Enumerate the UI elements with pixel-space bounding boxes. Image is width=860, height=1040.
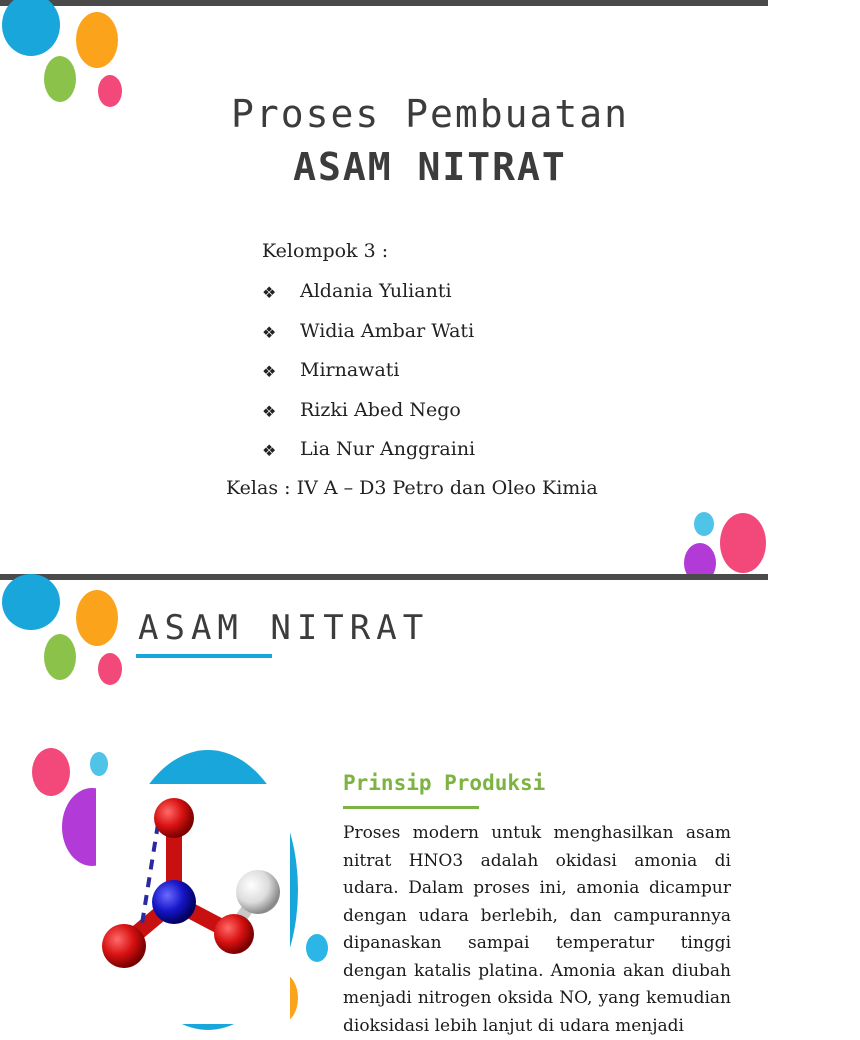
decor-circle-blue-small <box>694 512 714 536</box>
member-name: Widia Ambar Wati <box>300 319 475 342</box>
decor-circle-cyan <box>306 934 328 962</box>
decor-circle-pink <box>98 653 122 685</box>
body-paragraph: Proses modern untuk menghasilkan asam nitrat HNO3 adalah okidasi amonia di udara. Dalam proses ini, amonia dicampur dengan udara berlebih, dan campurannya dipanaskan sampai temperatur tinggi dengan katalis platina. Amonia akan diubah menjadi nitrogen oksida NO, yang kemudian dioksidasi lebih lanjut di udara menjadi <box>343 823 731 1036</box>
hydrogen-atom <box>236 870 280 914</box>
slide-top-bar <box>0 0 768 6</box>
diamond-bullet-icon: ❖ <box>262 441 277 460</box>
decor-circle-pink-large <box>720 513 766 573</box>
oxygen-atom <box>102 924 146 968</box>
slide-title: ASAM NITRAT <box>138 608 430 648</box>
diamond-bullet-icon: ❖ <box>262 401 277 421</box>
title-line-1: Proses Pembuatan <box>230 92 630 136</box>
list-item <box>262 359 475 399</box>
diamond-bullet-icon: ❖ <box>262 283 277 302</box>
class-label: Kelas : IV A – D3 Petro dan Oleo Kimia <box>226 477 598 499</box>
hno3-molecule-illustration <box>96 784 290 1024</box>
title-slide <box>0 0 768 574</box>
member-list <box>262 280 475 478</box>
list-item <box>262 399 475 439</box>
section-heading-underline <box>343 806 479 809</box>
title-line-2: ASAM NITRAT <box>293 145 567 189</box>
list-item <box>262 280 475 320</box>
oxygen-atom <box>154 798 194 838</box>
decor-circle-blue <box>2 574 60 630</box>
diamond-bullet-icon: ❖ <box>262 322 277 342</box>
decor-circle-orange <box>76 590 118 646</box>
decor-circle-pink <box>32 748 70 796</box>
decor-circle-orange <box>76 12 118 68</box>
molecule-image-frame <box>96 784 290 1024</box>
decor-circle-blue-small <box>90 752 108 776</box>
decor-circle-blue <box>2 0 60 56</box>
nitrogen-atom <box>152 880 196 924</box>
content-slide <box>0 574 768 1036</box>
title-underline <box>136 654 272 658</box>
member-name: Mirnawati <box>300 359 400 381</box>
section-heading: Prinsip Produksi <box>343 771 546 795</box>
list-item <box>262 320 475 360</box>
decor-circle-green <box>44 634 76 680</box>
list-item <box>262 438 475 478</box>
oxygen-atom <box>214 914 254 954</box>
diamond-bullet-icon: ❖ <box>262 362 277 381</box>
slide-top-bar <box>0 574 768 580</box>
member-name: Rizki Abed Nego <box>300 398 461 421</box>
group-label: Kelompok 3 : <box>262 240 389 262</box>
member-name: Lia Nur Anggraini <box>300 438 476 460</box>
member-name: Aldania Yulianti <box>300 280 452 302</box>
